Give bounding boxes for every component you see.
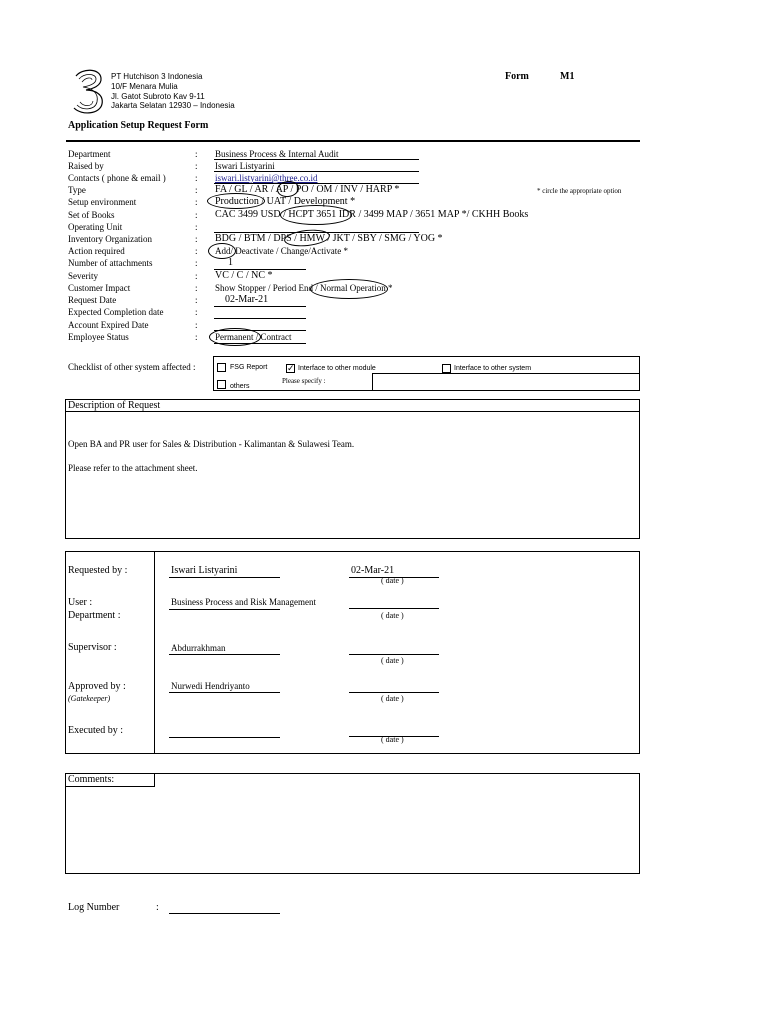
page-title: Application Setup Request Form (68, 120, 209, 131)
date-line (349, 692, 439, 693)
company-address-line1: 10/F Menara Mulia (111, 82, 178, 91)
field-label-setup-environment: Setup environment (68, 197, 137, 207)
approval-label-supervisor: Supervisor : (68, 642, 117, 653)
field-colon: : (195, 234, 198, 244)
field-value-request-date[interactable]: 02-Mar-21 (225, 294, 269, 305)
field-colon: : (195, 271, 198, 281)
field-value-type[interactable]: FA / GL / AR / AP / PO / OM / INV / HARP * (215, 184, 400, 195)
checklist-label: Checklist of other system affected : (68, 362, 196, 372)
field-value-inventory-organization[interactable]: BDG / BTM / DPS / HMW / JKT / SBY / SMG / YOG * (215, 233, 443, 244)
field-underline (214, 159, 419, 160)
field-value-action-required[interactable]: Add/ Deactivate / Change/Activate * (215, 246, 348, 256)
field-label-employee-status: Employee Status (68, 332, 129, 342)
company-logo (68, 66, 108, 118)
field-label-raised-by: Raised by (68, 161, 104, 171)
selection-circle-add (208, 243, 236, 259)
form-code: M1 (560, 71, 575, 82)
field-value-setup-environment[interactable]: Production / UAT / Development * (215, 196, 356, 207)
field-underline (214, 306, 306, 307)
date-caption: ( date ) (381, 611, 404, 620)
checklist-divider (372, 373, 640, 374)
field-colon: : (195, 222, 198, 232)
field-colon: : (195, 161, 198, 171)
field-label-account-expired-date: Account Expired Date (68, 320, 149, 330)
field-label-customer-impact: Customer Impact (68, 283, 131, 293)
date-caption: ( date ) (381, 735, 404, 744)
circle-option-note: * circle the appropriate option (537, 187, 622, 195)
checkbox-label-interface-to-other-system: Interface to other system (454, 365, 532, 372)
description-line-1: Open BA and PR user for Sales & Distribution - Kalimantan & Sulawesi Team. (68, 439, 355, 449)
approval-label-approved-by: Approved by : (68, 681, 126, 692)
field-colon: : (195, 246, 198, 256)
signature-line (169, 609, 280, 610)
log-number-line (169, 913, 280, 914)
field-value-contacts[interactable]: iswari.listyarini@three.co.id (215, 173, 318, 183)
field-value-severity[interactable]: VC / C / NC * (215, 270, 273, 281)
approval-name-supervisor[interactable]: Abdurrakhman (171, 643, 226, 653)
selection-circle-permanent (209, 328, 261, 346)
field-underline (214, 183, 419, 184)
signature-line (169, 577, 280, 578)
approval-label-user: User : (68, 597, 93, 608)
title-divider (66, 140, 640, 142)
selection-circle-production (207, 193, 265, 209)
field-colon: : (195, 210, 198, 220)
field-label-type: Type (68, 185, 86, 195)
field-value-set-of-books[interactable]: CAC 3499 USD / HCPT 3651 IDR / 3499 MAP / 3651 MAP */ CKHH Books (215, 209, 529, 220)
field-label-inventory-organization: Inventory Organization (68, 234, 153, 244)
field-value-employee-status[interactable]: Permanent / Contract (215, 332, 292, 342)
field-label-number-of-attachments: Number of attachments (68, 258, 153, 268)
date-line (349, 654, 439, 655)
company-name: PT Hutchison 3 Indonesia (111, 72, 203, 81)
field-colon: : (195, 320, 198, 330)
date-caption: ( date ) (381, 656, 404, 665)
field-colon: : (195, 185, 198, 195)
company-address-line3: Jakarta Selatan 12930 – Indonesia (111, 101, 235, 110)
field-value-number-of-attachments[interactable]: 1 (228, 257, 233, 268)
field-underline (214, 318, 306, 319)
checkbox-interface-to-other-system[interactable] (442, 364, 451, 373)
selection-circle-normal-operation (310, 279, 388, 299)
signature-line (169, 692, 280, 693)
field-colon: : (195, 258, 198, 268)
please-specify-label: Please specify : (282, 377, 326, 385)
approval-name-approved-by[interactable]: Nurwedi Hendriyanto (171, 681, 250, 691)
selection-circle-hcpt-3651 (280, 205, 352, 225)
approval-label-department: Department : (68, 610, 121, 621)
date-line (349, 608, 439, 609)
signature-line (169, 737, 280, 738)
field-colon: : (195, 197, 198, 207)
field-label-severity: Severity (68, 271, 98, 281)
field-colon: : (195, 173, 198, 183)
approval-name-requested-by[interactable]: Iswari Listyarini (171, 565, 238, 576)
log-number-colon: : (156, 902, 159, 913)
description-line-2: Please refer to the attachment sheet. (68, 463, 198, 473)
approval-label-executed-by: Executed by : (68, 725, 123, 736)
approvals-box (65, 551, 640, 754)
field-colon: : (195, 149, 198, 159)
date-caption: ( date ) (381, 576, 404, 585)
checkbox-label-interface-to-other-module: Interface to other module (298, 365, 376, 372)
signature-line (169, 654, 280, 655)
check-icon: ✓ (287, 363, 295, 373)
checkbox-fsg-report[interactable] (217, 363, 226, 372)
field-value-department[interactable]: Business Process & Internal Audit (215, 149, 339, 159)
field-label-expected-completion-date: Expected Completion date (68, 307, 164, 317)
checkbox-others[interactable] (217, 380, 226, 389)
field-value-raised-by[interactable]: Iswari Listyarini (215, 161, 275, 171)
form-label: Form (505, 71, 529, 82)
comments-header: Comments: (68, 774, 115, 785)
company-address-line2: Jl. Gatot Subroto Kav 9-11 (111, 92, 205, 101)
approval-label-requested-by: Requested by : (68, 565, 128, 576)
approvals-column-divider (154, 551, 155, 754)
field-colon: : (195, 307, 198, 317)
field-label-operating-unit: Operating Unit (68, 222, 123, 232)
checklist-divider-vertical (372, 373, 373, 391)
field-label-department: Department (68, 149, 111, 159)
field-colon: : (195, 295, 198, 305)
checkbox-label-fsg-report: FSG Report (230, 364, 268, 371)
description-header: Description of Request (68, 400, 161, 411)
comments-box[interactable] (65, 773, 640, 874)
approval-sublabel-gatekeeper: (Gatekeeper) (68, 694, 111, 703)
field-label-request-date: Request Date (68, 295, 117, 305)
field-label-contacts: Contacts ( phone & email ) (68, 173, 166, 183)
approval-name-user-department[interactable]: Business Process and Risk Management (171, 597, 316, 607)
field-colon: : (195, 332, 198, 342)
field-value-customer-impact[interactable]: Show Stopper / Period End / Normal Operation * (215, 283, 393, 293)
approval-date-requested-by[interactable]: 02-Mar-21 (351, 565, 395, 576)
log-number-label: Log Number (68, 902, 120, 913)
field-underline (214, 171, 419, 172)
field-underline (214, 269, 306, 270)
date-caption: ( date ) (381, 694, 404, 703)
checkbox-label-others: others (230, 383, 250, 390)
field-colon: : (195, 283, 198, 293)
field-label-set-of-books: Set of Books (68, 210, 115, 220)
field-label-action-required: Action required (68, 246, 125, 256)
